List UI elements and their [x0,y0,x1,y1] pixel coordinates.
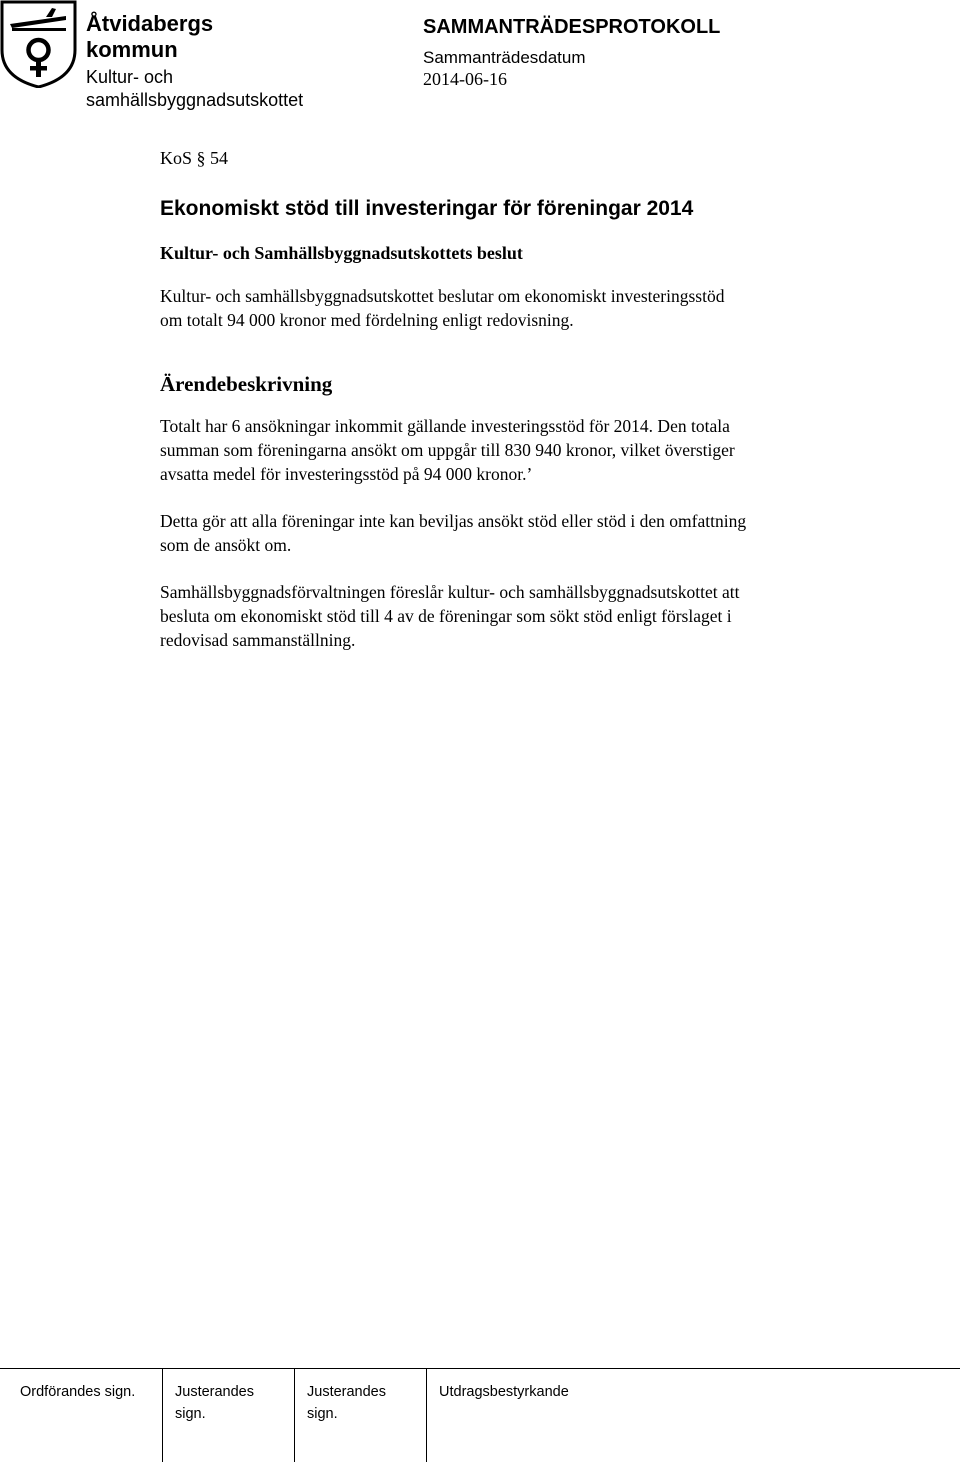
certification-box [426,1369,626,1462]
adjuster-signature-box-2 [294,1369,426,1462]
decision-text-line: om totalt 94 000 kronor med fördelning enligt redovisning. [160,310,574,330]
decision-heading: Kultur- och Samhällsbyggnadsutskottets beslut [160,243,523,263]
text-line: besluta om ekonomiskt stöd till 4 av de föreningar som sökt stöd enligt förslaget i [160,606,732,626]
department-name-line2: samhällsbyggnadsutskottet [86,90,304,110]
meeting-date: 2014-06-16 [423,69,507,89]
municipality-logo [0,0,77,88]
organization-name-line2: kommun [86,37,178,62]
document-title: Ekonomiskt stöd till investeringar för föreningar 2014 [160,197,694,220]
signature-footer [0,1368,960,1462]
text-line: Samhällsbyggnadsförvaltningen föreslår kultur- och samhällsbyggnadsutskottet att [160,582,740,602]
decision-text-line: Kultur- och samhällsbyggnadsutskottet beslutar om ekonomiskt investeringsstöd [160,286,725,306]
decision-text [160,284,920,332]
document-body [160,146,920,652]
text-line: redovisad sammanställning. [160,630,356,650]
paragraph-number: KoS § 54 [160,148,229,168]
chair-signature-label: Ordförandes sign. [20,1384,136,1400]
organization-name: Åtvidabergs [86,11,214,36]
coat-of-arms-icon [0,0,77,88]
adjuster-signature-box-1 [162,1369,294,1462]
description-paragraph-1 [160,414,920,486]
text-line: som de ansökt om. [160,535,292,555]
adjuster-signature-label: Justerandes [307,1384,386,1400]
chair-signature-box [20,1369,162,1462]
text-line: Detta gör att alla föreningar inte kan beviljas ansökt stöd eller stöd i den omfattning [160,511,747,531]
section-heading: Ärendebeskrivning [160,372,333,396]
meeting-date-label: Sammanträdesdatum [423,48,586,67]
text-line: summan som föreningarna ansökt om uppgår till 830 940 kronor, vilket överstiger [160,440,735,460]
adjuster-signature-label: sign. [175,1406,206,1422]
department-name-line1: Kultur- och [86,67,174,87]
document-type: SAMMANTRÄDESPROTOKOLL [423,16,721,38]
description-paragraph-2 [160,509,920,557]
certification-label: Utdragsbestyrkande [439,1384,569,1400]
adjuster-signature-label: Justerandes [175,1384,254,1400]
text-line: avsatta medel för investeringsstöd på 94 000 kronor.’ [160,464,533,484]
text-line: Totalt har 6 ansökningar inkommit gällande investeringsstöd för 2014. Den totala [160,416,730,436]
adjuster-signature-label: sign. [307,1406,338,1422]
description-paragraph-3 [160,580,920,652]
